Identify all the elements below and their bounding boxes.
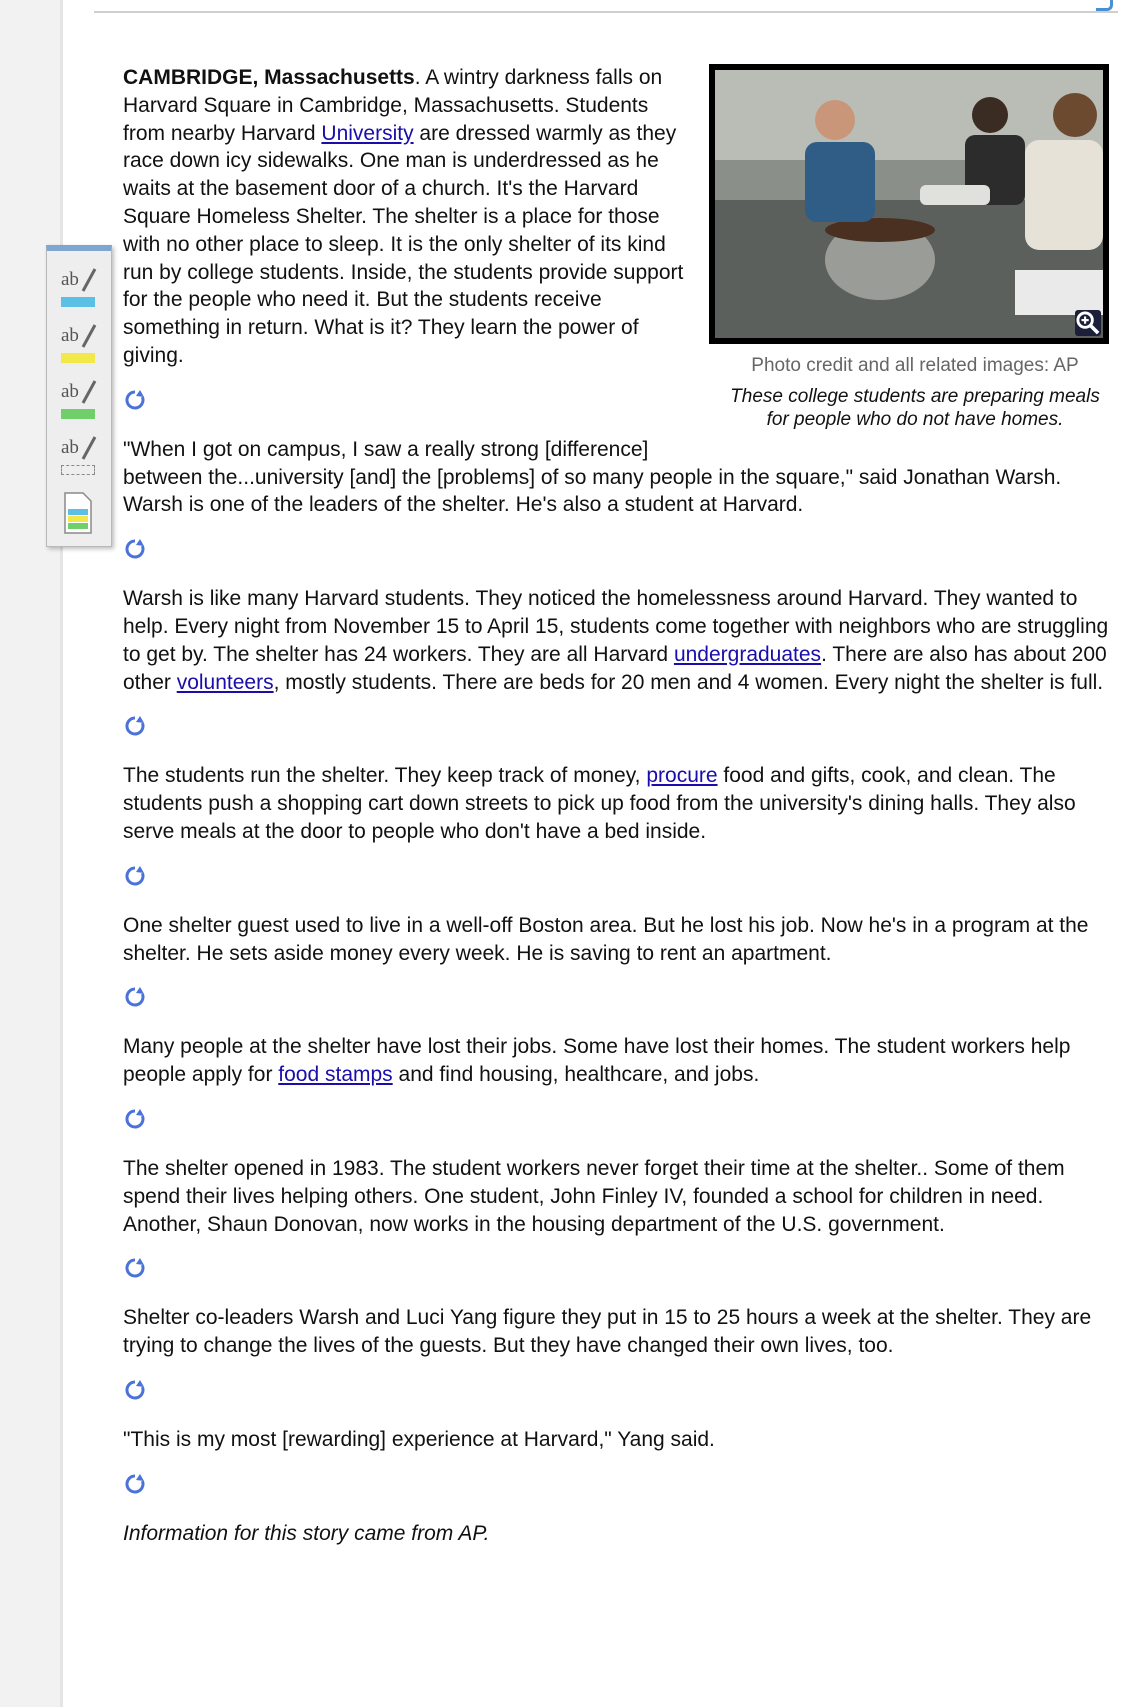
photo-caption: These college students are preparing meals for people who do not have homes. <box>730 386 1100 430</box>
kitchen-photo-image <box>715 70 1103 338</box>
refresh-icon-wrap <box>123 1472 1115 1496</box>
refresh-icon-wrap <box>123 1107 1115 1131</box>
article-figure <box>709 64 1121 431</box>
refresh-icon[interactable] <box>123 714 147 738</box>
refresh-icon[interactable] <box>123 864 147 888</box>
yellow-swatch <box>61 353 95 363</box>
clear-swatch <box>61 465 95 475</box>
refresh-icon[interactable] <box>123 1378 147 1402</box>
vocab-link-procure[interactable]: procure <box>646 764 718 788</box>
vocab-link-food-stamps[interactable]: food stamps <box>278 1063 393 1087</box>
refresh-icon-wrap <box>123 985 1115 1009</box>
pencil-icon <box>79 379 99 407</box>
refresh-icon[interactable] <box>123 1256 147 1280</box>
highlight-yellow-button[interactable]: ab <box>59 323 101 367</box>
highlight-toolbar <box>46 245 112 547</box>
refresh-icon-wrap <box>123 864 1115 888</box>
source-note: Information for this story came from AP. <box>123 1521 490 1545</box>
refresh-icon-wrap <box>123 1256 1115 1280</box>
clear-highlight-button[interactable]: ab <box>59 435 101 479</box>
refresh-icon-wrap <box>123 714 1115 738</box>
notes-document-button[interactable] <box>59 491 101 535</box>
refresh-icon[interactable] <box>123 985 147 1009</box>
corner-decoration <box>1096 0 1113 11</box>
article-photo[interactable] <box>709 64 1109 344</box>
paragraph-7: The shelter opened in 1983. The student workers never forget their time at the shelter.. Some of them spend their lives helping others. One student, John Finley IV, founded a school for children in need. Another, Shaun Donovan, now works in the housing department of the U.S. government. <box>123 1156 1065 1236</box>
refresh-icon[interactable] <box>123 1107 147 1131</box>
blue-swatch <box>61 297 95 307</box>
paragraph-9: "This is my most [rewarding] experience at Harvard," Yang said. <box>123 1427 715 1451</box>
paragraph-1: CAMBRIDGE, Massachusetts. A wintry darkness falls on Harvard Square in Cambridge, Massachusetts. Students from nearby Harvard University are dressed warmly as they race down icy sidewalks. One man is underdressed as he waits at the basement door of a church. It's the Harvard Square Homeless Shelter. The shelter is a place for those with no other place to sleep. It is the only shelter of its kind run by college students. Inside, the students provide support for the people who need it. But the students receive something in return. What is it? They learn the power of giving. <box>123 66 684 367</box>
paragraph-2: "When I got on campus, I saw a really strong [difference] between the...university [and] the [problems] of so many people in the square," said Jonathan Warsh. Warsh is one of the leaders of the shelter. He's also a student at Harvard. <box>123 437 1062 517</box>
paragraph-3: Warsh is like many Harvard students. They noticed the homelessness around Harvard. They wanted to help. Every night from November 15 to April 15, students come together with neighbors who are struggling to get by. The shelter has 24 workers. They are all Harvard undergraduates. There are also has about 200 other volunteers, mostly students. There are beds for 20 men and 4 women. Every night the shelter is full. <box>123 587 1109 694</box>
vocab-link-undergraduates[interactable]: undergraduates <box>673 642 822 666</box>
dateline: CAMBRIDGE, Massachusetts <box>123 66 415 89</box>
paragraph-5: One shelter guest used to live in a well-off Boston area. But he lost his job. Now he's in a program at the shelter. He sets aside money every week. He is saving to rent an apartment. <box>123 913 1089 965</box>
vocab-link-university[interactable]: University <box>321 121 414 145</box>
refresh-icon-wrap <box>123 1378 1115 1402</box>
zoom-icon[interactable] <box>1075 310 1101 336</box>
green-swatch <box>61 409 95 419</box>
top-divider <box>94 11 1118 13</box>
paragraph-6: Many people at the shelter have lost their jobs. Some have lost their homes. The student workers help people apply for food stamps and find housing, healthcare, and jobs. <box>123 1035 1071 1087</box>
photo-credit: Photo credit and all related images: AP <box>751 355 1079 376</box>
highlight-green-button[interactable]: ab <box>59 379 101 423</box>
article-body <box>123 64 1115 1548</box>
pencil-icon <box>79 435 99 463</box>
vocab-link-volunteers[interactable]: volunteers <box>176 670 274 694</box>
highlight-blue-button[interactable]: ab <box>59 267 101 311</box>
pencil-icon <box>79 267 99 295</box>
refresh-icon[interactable] <box>123 388 147 412</box>
pencil-icon <box>79 323 99 351</box>
paragraph-4: The students run the shelter. They keep track of money, procure food and gifts, cook, and clean. The students push a shopping cart down streets to pick up food from the university's dining halls. They also serve meals at the door to people who don't have a bed inside. <box>123 764 1076 843</box>
refresh-icon-wrap <box>123 537 1115 561</box>
refresh-icon[interactable] <box>123 537 147 561</box>
paragraph-8: Shelter co-leaders Warsh and Luci Yang figure they put in 15 to 25 hours a week at the shelter. They are trying to change the lives of the guests. But they have changed their own lives, too. <box>123 1306 1092 1358</box>
refresh-icon[interactable] <box>123 1472 147 1496</box>
document-icon <box>59 491 95 535</box>
